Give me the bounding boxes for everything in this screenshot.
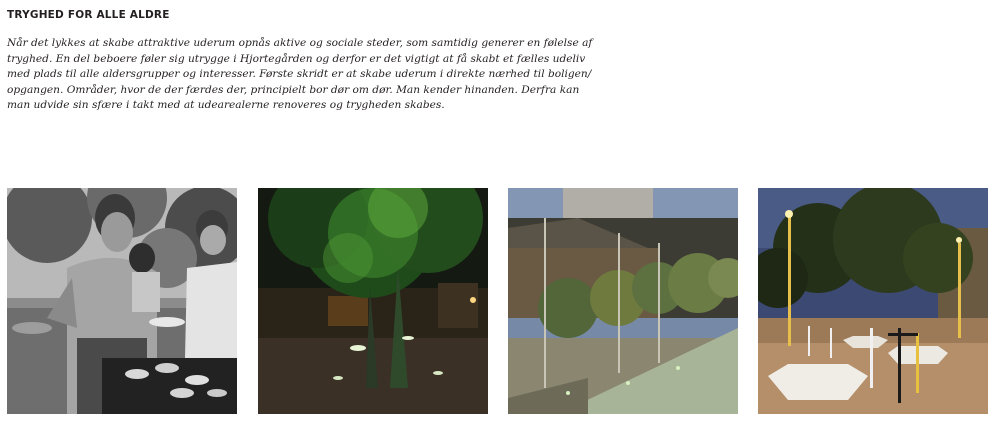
paragraph-line: med plads til alle aldersgrupper og interesser. Første skridt er at skabe uderum i direkte nærhed til boligen/ (7, 68, 592, 81)
benches-photo (758, 188, 988, 414)
section-title: TRYGHED FOR ALLE ALDRE (7, 9, 170, 21)
paragraph-line: tryghed. En del beboere føler sig utrygge i Hjortegården og derfor er det vigtigt at få skabt et fælles udeliv (7, 52, 586, 65)
paragraph-line: Når det lykkes at skabe attraktive uderum opnås aktive og sociale steder, som samtidig generer en følelse af (7, 37, 593, 49)
body-paragraph (7, 36, 593, 114)
paragraph-line: man udvide sin sfære i takt med at udearealerne renoveres og trygheden skabes. (7, 99, 445, 112)
grill-photo (7, 188, 237, 414)
dusk-path-photo (508, 188, 738, 414)
lit-tree-photo (258, 188, 488, 414)
paragraph-line: opgangen. Områder, hvor de der færdes der, principielt bor dør om dør. Man kender hinanden. Derfra kan (7, 83, 580, 96)
